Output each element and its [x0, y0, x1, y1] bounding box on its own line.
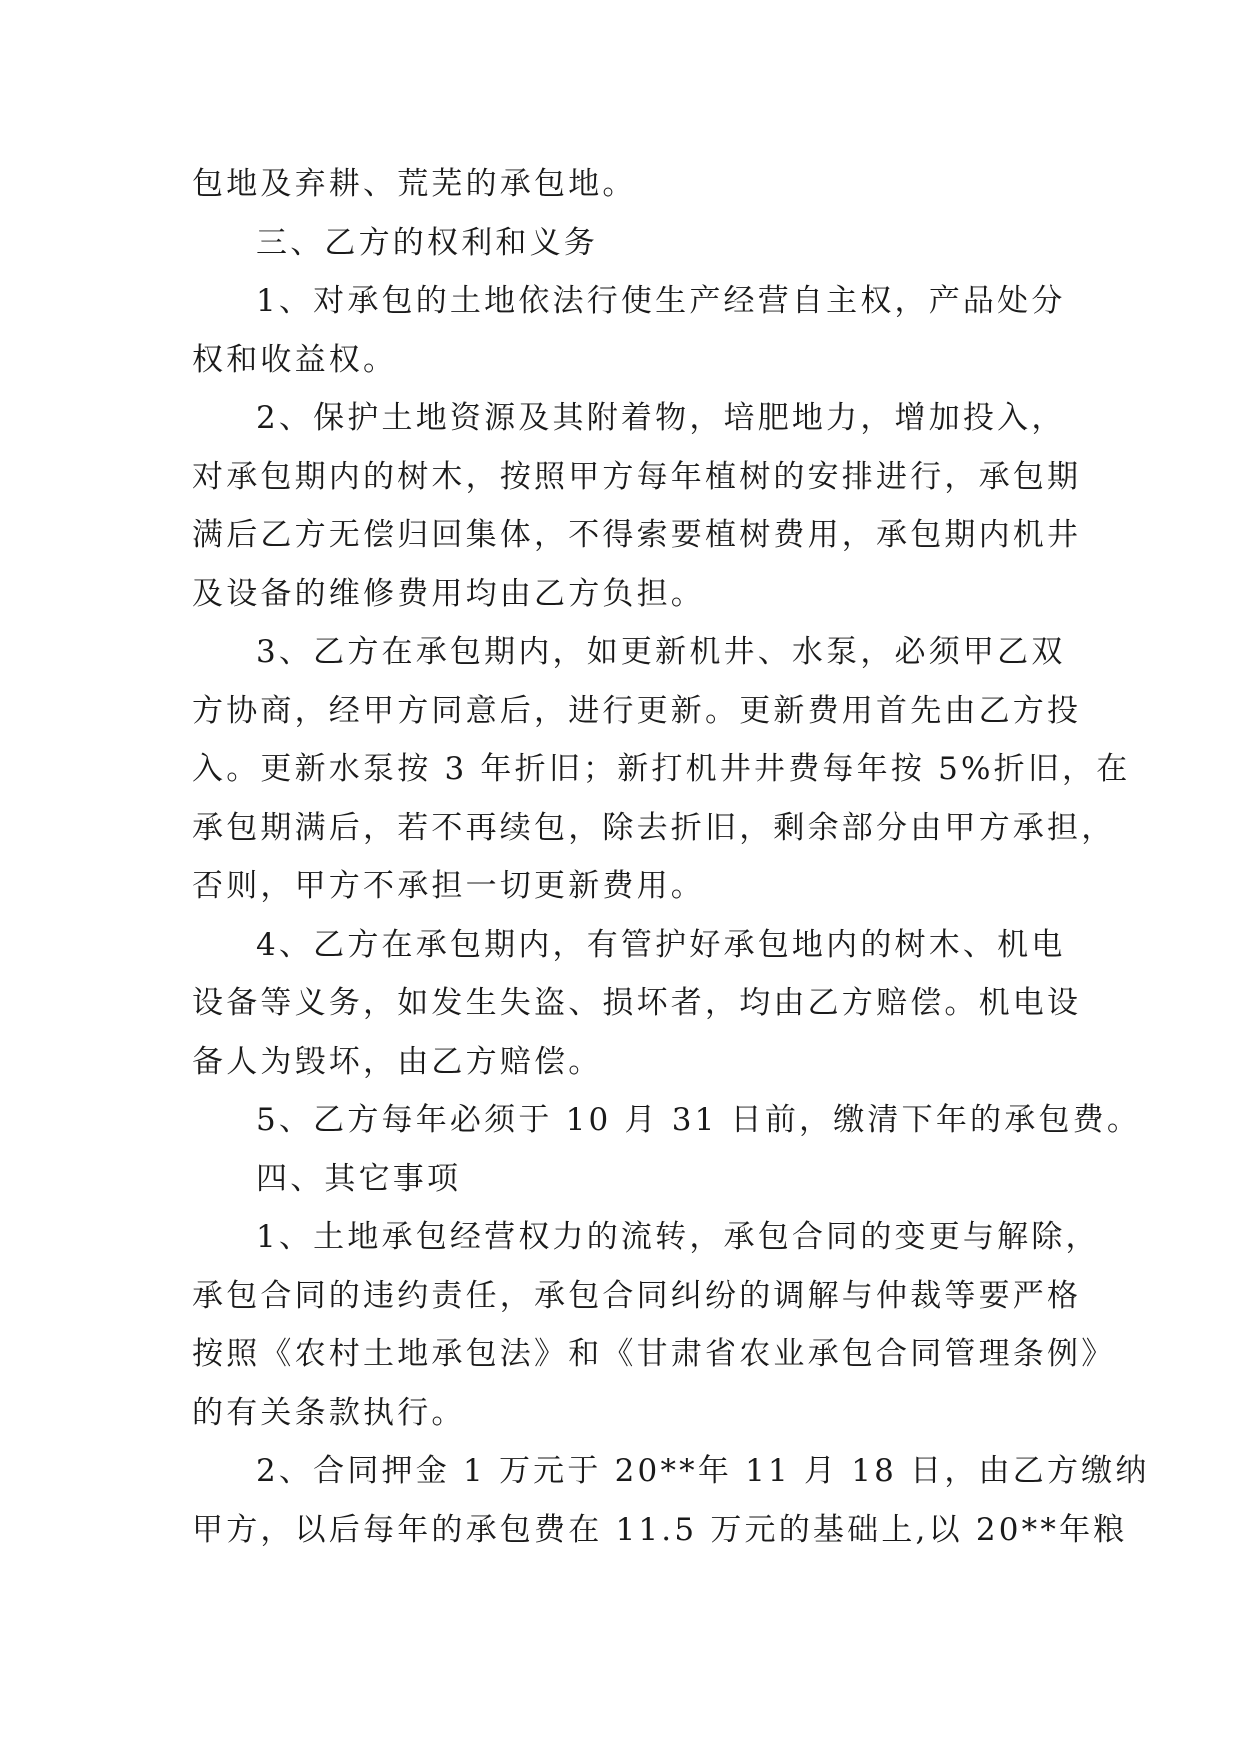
text-line: 2、保护土地资源及其附着物，培肥地力，增加投入，	[256, 400, 1066, 436]
text-line: 的有关条款执行。	[192, 1394, 466, 1431]
text-line: 1、土地承包经营权力的流转，承包合同的变更与解除，	[256, 1219, 1100, 1255]
document-body	[192, 155, 1150, 1559]
text-line: 甲方，以后每年的承包费在 11.5 万元的基础上,以 20**年粮	[192, 1511, 1128, 1548]
text-line: 承包合同的违约责任，承包合同纠纷的调解与仲裁等要严格	[192, 1277, 1082, 1314]
text-line: 2、合同押金 1 万元于 20**年 11 月 18 日，由乙方缴纳	[256, 1453, 1150, 1489]
text-line: 设备等义务，如发生失盗、损坏者，均由乙方赔偿。机电设	[192, 985, 1082, 1021]
text-line: 入。更新水泵按 3 年折旧；新打机井井费每年按 5%折旧，在	[192, 751, 1131, 787]
text-line: 包地及弃耕、荒芜的承包地。	[192, 166, 637, 202]
section-heading: 四、其它事项	[256, 1160, 462, 1197]
text-line: 对承包期内的树木，按照甲方每年植树的安排进行，承包期	[192, 458, 1082, 495]
text-line: 3、乙方在承包期内，如更新机井、水泵，必须甲乙双	[256, 634, 1066, 670]
text-line: 备人为毁坏，由乙方赔偿。	[192, 1043, 603, 1080]
text-line: 否则，甲方不承担一切更新费用。	[192, 868, 705, 904]
text-line: 1、对承包的土地依法行使生产经营自主权，产品处分	[256, 283, 1066, 319]
text-line: 及设备的维修费用均由乙方负担。	[192, 575, 705, 612]
text-line: 4、乙方在承包期内，有管护好承包地内的树木、机电	[256, 926, 1066, 963]
section-heading: 三、乙方的权利和义务	[256, 224, 598, 261]
text-line: 满后乙方无偿归回集体，不得索要植树费用，承包期内机井	[192, 517, 1082, 553]
text-line: 按照《农村土地承包法》和《甘肃省农业承包合同管理条例》	[192, 1336, 1116, 1372]
text-line: 方协商，经甲方同意后，进行更新。更新费用首先由乙方投	[192, 692, 1082, 729]
text-line: 权和收益权。	[192, 341, 398, 378]
text-line: 承包期满后，若不再续包，除去折旧，剩余部分由甲方承担，	[192, 809, 1116, 846]
text-line: 5、乙方每年必须于 10 月 31 日前，缴清下年的承包费。	[256, 1102, 1142, 1138]
